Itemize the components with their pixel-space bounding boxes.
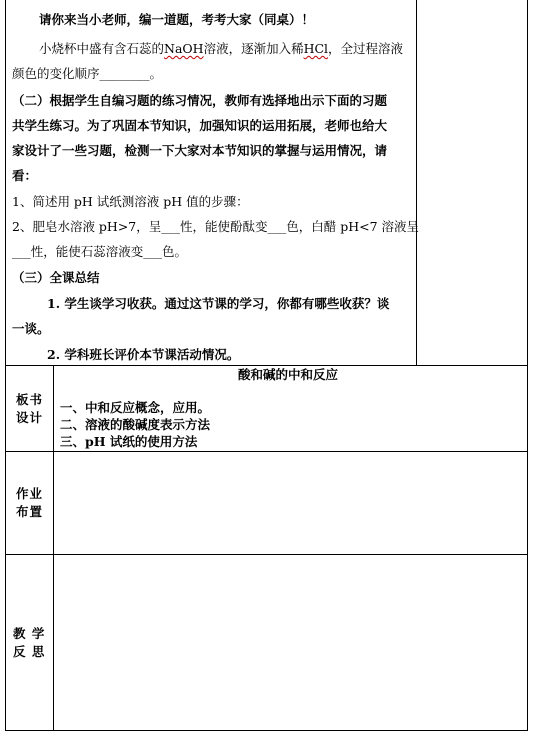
lead-sentence: 请你来当小老师，编一道题，考考大家（同桌）！ xyxy=(39,12,315,27)
question-line-1 xyxy=(39,41,403,57)
exercise-1: 1、简述用 pH 试纸测溶液 pH 值的步骤： xyxy=(12,194,249,209)
board-label-line-1: 板书 xyxy=(16,392,44,407)
homework-label-line-2: 布置 xyxy=(16,504,44,519)
question-text-mid: 溶液，逐渐加入稀 xyxy=(203,41,304,56)
section-two-line-2: 共学生练习。为了巩固本节知识，加强知识的运用拓展，老师也给大 xyxy=(12,118,388,133)
homework-content-area[interactable] xyxy=(54,452,527,554)
row-border-top-section xyxy=(5,365,528,366)
reflection-content-area[interactable] xyxy=(54,555,527,730)
reflection-label-line-1: 教 学 xyxy=(13,626,46,641)
board-item-3: 三、pH 试纸的使用方法 xyxy=(60,434,198,449)
summary-1-line-1: 1. 学生谈学习收获。通过这节课的学习，你都有哪些收获？谈 xyxy=(47,296,390,311)
summary-2: 2. 学科班长评价本节课活动情况。 xyxy=(47,347,240,362)
section-two-line-3: 家设计了一些习题，检测一下大家对本节知识的掌握与运用情况，请 xyxy=(12,143,388,158)
naoh-formula: NaOH xyxy=(164,41,204,56)
board-item-2: 二、溶液的酸碱度表示方法 xyxy=(60,417,211,432)
reflection-label-line-2: 反 思 xyxy=(13,644,46,659)
board-title: 酸和碱的中和反应 xyxy=(238,367,339,382)
question-text-post: ，全过程溶液 xyxy=(328,41,404,56)
question-line-2: 颜色的变化顺序________。 xyxy=(12,66,163,81)
hcl-formula: HCl xyxy=(303,41,329,56)
homework-label-line-1: 作业 xyxy=(16,486,44,501)
board-item-1: 一、中和反应概念，应用。 xyxy=(60,400,211,415)
section-two-line-4: 看： xyxy=(12,168,38,183)
summary-1-line-2: 一谈。 xyxy=(12,321,50,336)
exercise-2-line-1: 2、肥皂水溶液 pH>7，呈___性，能使酚酞变___色，白醋 pH<7 溶液呈 xyxy=(12,219,420,234)
top-section-divider xyxy=(416,0,417,365)
exercise-2-line-2: ___性，能使石蕊溶液变___色。 xyxy=(12,244,188,259)
table-border-bottom xyxy=(5,730,528,731)
section-two-line-1: （二）根据学生自编习题的练习情况，教师有选择地出示下面的习题 xyxy=(12,93,388,108)
board-label-line-2: 设计 xyxy=(16,410,44,425)
question-text-pre: 小烧杯中盛有含石蕊的 xyxy=(39,41,165,56)
section-three-heading: （三）全课总结 xyxy=(12,270,100,285)
